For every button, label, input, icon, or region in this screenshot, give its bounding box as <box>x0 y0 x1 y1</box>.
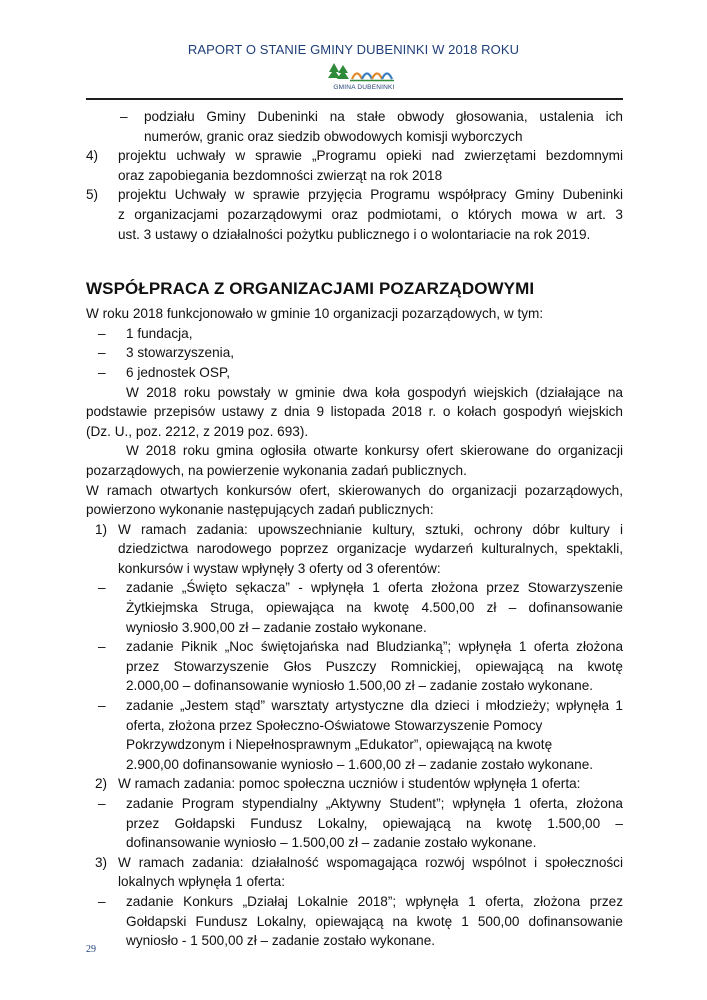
section-heading: WSPÓŁPRACA Z ORGANIZACJAMI POZARZĄDOWYMI <box>86 279 535 299</box>
logo-emblem-icon <box>328 62 400 84</box>
intro-text: W roku 2018 funkcjonowało w gminie 10 organizacji pozarządowych, w tym: <box>86 306 544 322</box>
list-dash: – <box>98 796 106 811</box>
list-dash: – <box>98 580 106 596</box>
list-item: – 3 stowarzyszenia, <box>126 343 623 363</box>
list-number: 3) <box>95 854 108 870</box>
list-item-line: numerów, granic oraz siedzib obwodowych komisji wyborczych <box>144 128 523 144</box>
list-item-line: ust. 3 ustawy o działalności pożytku publicznego i o wolontariacie na rok 2019. <box>118 226 591 242</box>
task-item: 1) W ramach zadania: upowszechnianie kultury, sztuki, ochrony dóbr kultury i dziedzictwa narodowego poprzez organizacje wydarzeń kulturalnych, spektakli, konkursów i wystaw wpłynęły 3 oferty od 3 oferentów: – zadanie „Święto sękacza” - wpłynęła 1 oferta złożona przez Stowarzyszenie Żytkiejmska Struga, opiewająca na kwotę 4.500,00 zł – dofinansowanie wyniosło 3.900,00 zł – zadanie zostało wykonane. – zadanie Piknik „Noc świętojańska nad Bludzianką”; wpłynęła 1 oferta złożona przez Stowarzyszenie Głos Puszczy Romnickiej, opiewającą na kwotę 2.000,00 – dofinansowanie wyniosło 1.500,00 zł – zadanie zostało wykonane. – zadanie „Jestem stąd” warsztaty artystyczne dla dzieci i młodzieży; wpłynęła 1 oferta, złożona przez Społeczno-Oświatowe Stowarzyszenie Pomocy Pokrzywdzonym i Niepełnosprawnym „Edukator”, opiewającą na kwotę 2.900,00 dofinansowanie wyniosło – 1.600,00 zł – zadanie zostało wykonane. <box>95 521 623 772</box>
list-dash: – <box>98 345 106 361</box>
list-dash: – <box>98 325 106 341</box>
top-list <box>86 107 623 244</box>
subitem: – zadanie Piknik „Noc świętojańska nad Bludzianką”; wpłynęła 1 oferta złożona <box>126 637 623 657</box>
list-item: – 1 fundacja, <box>126 324 623 344</box>
list-dash: – <box>98 893 106 909</box>
subitem: – zadanie „Jestem stąd” warsztaty artystyczne dla dzieci i młodzieży; wpłynęła 1 <box>126 696 623 716</box>
list-item-line: 4) projektu uchwały w sprawie „Programu opieki nad zwierzętami bezdomnymi <box>118 146 623 166</box>
list-item-line: – podziału Gminy Dubeninki na stałe obwody głosowania, ustalenia ich <box>144 107 623 127</box>
header-divider <box>86 98 623 100</box>
list-number: 4) <box>86 148 99 164</box>
list-item-line: 5) projektu Uchwały w sprawie przyjęcia Programu współpracy Gminy Dubeninki <box>118 185 623 205</box>
list-number: 5) <box>86 187 99 203</box>
paragraph-line: podstawie przepisów ustawy z dnia 9 listopada 2018 r. o kołach gospodyń wiejskich <box>86 404 623 420</box>
list-number: 2) <box>95 776 108 792</box>
gmina-logo <box>328 62 400 96</box>
list-dash: – <box>98 639 106 655</box>
list-item: – 6 jednostek OSP, <box>126 363 623 383</box>
list-number: 1) <box>95 521 108 537</box>
list-dash: – <box>98 364 106 380</box>
paragraph-line: (Dz. U., poz. 2212, z 2019 poz. 693). <box>86 423 309 439</box>
paragraph-line: W 2018 roku powstały w gminie dwa koła gospodyń wiejskich (działające na <box>126 384 623 400</box>
paragraph-line: W ramach otwartych konkursów ofert, skierowanych do organizacji pozarządowych, <box>86 482 623 498</box>
subitem: – zadanie Konkurs „Działaj Lokalnie 2018”; wpłynęła 1 oferta, złożona przez <box>126 892 623 912</box>
paragraph-line: W 2018 roku gmina ogłosiła otwarte konkursy ofert skierowane do organizacji <box>126 443 623 459</box>
paragraph-line: powierzono wykonanie następujących zadań publicznych: <box>86 502 434 518</box>
subitem: – zadanie „Święto sękacza” - wpłynęła 1 oferta złożona przez Stowarzyszenie <box>126 578 623 598</box>
paragraph-line: pozarządowych, na powierzenie wykonania zadań publicznych. <box>86 462 467 478</box>
report-title: RAPORT O STANIE GMINY DUBENINKI W 2018 ROKU <box>187 42 520 57</box>
section-body <box>86 304 623 951</box>
task-item: 2) W ramach zadania: pomoc społeczna uczniów i studentów wpłynęła 1 oferta: – zadanie Program stypendialny „Aktywny Student”; wpłynęła 1 oferta, złożona przez Gołdapski Fundusz Lokalny, opiewającą na kwotę 1.500,00 – dofinansowanie wyniosło – 1.500,00 zł – zadanie zostało wykonane. <box>95 776 623 851</box>
page-content <box>86 107 623 951</box>
list-item-line: z organizacjami pozarządowymi oraz podmiotami, o których mowa w art. 3 <box>118 206 623 222</box>
list-dash: – <box>120 109 128 124</box>
list-item-line: oraz zapobiegania bezdomności zwierząt na rok 2018 <box>118 167 443 183</box>
task-item: 3) W ramach zadania: działalność wspomagająca rozwój wspólnot i społeczności lokalnych wpłynęła 1 oferta: – zadanie Konkurs „Działaj Lokalnie 2018”; wpłynęła 1 oferta, złożona przez Gołdapski Fundusz Lokalny, opiewającą na kwotę 1 500,00 dofinansowanie wyniosło - 1 500,00 zł – zadanie zostało wykonane. <box>95 854 623 949</box>
subitem: – zadanie Program stypendialny „Aktywny Student”; wpłynęła 1 oferta, złożona <box>126 794 623 814</box>
list-dash: – <box>98 698 106 714</box>
logo-text: GMINA DUBENINKI <box>333 84 395 91</box>
page-number: 29 <box>86 944 96 955</box>
